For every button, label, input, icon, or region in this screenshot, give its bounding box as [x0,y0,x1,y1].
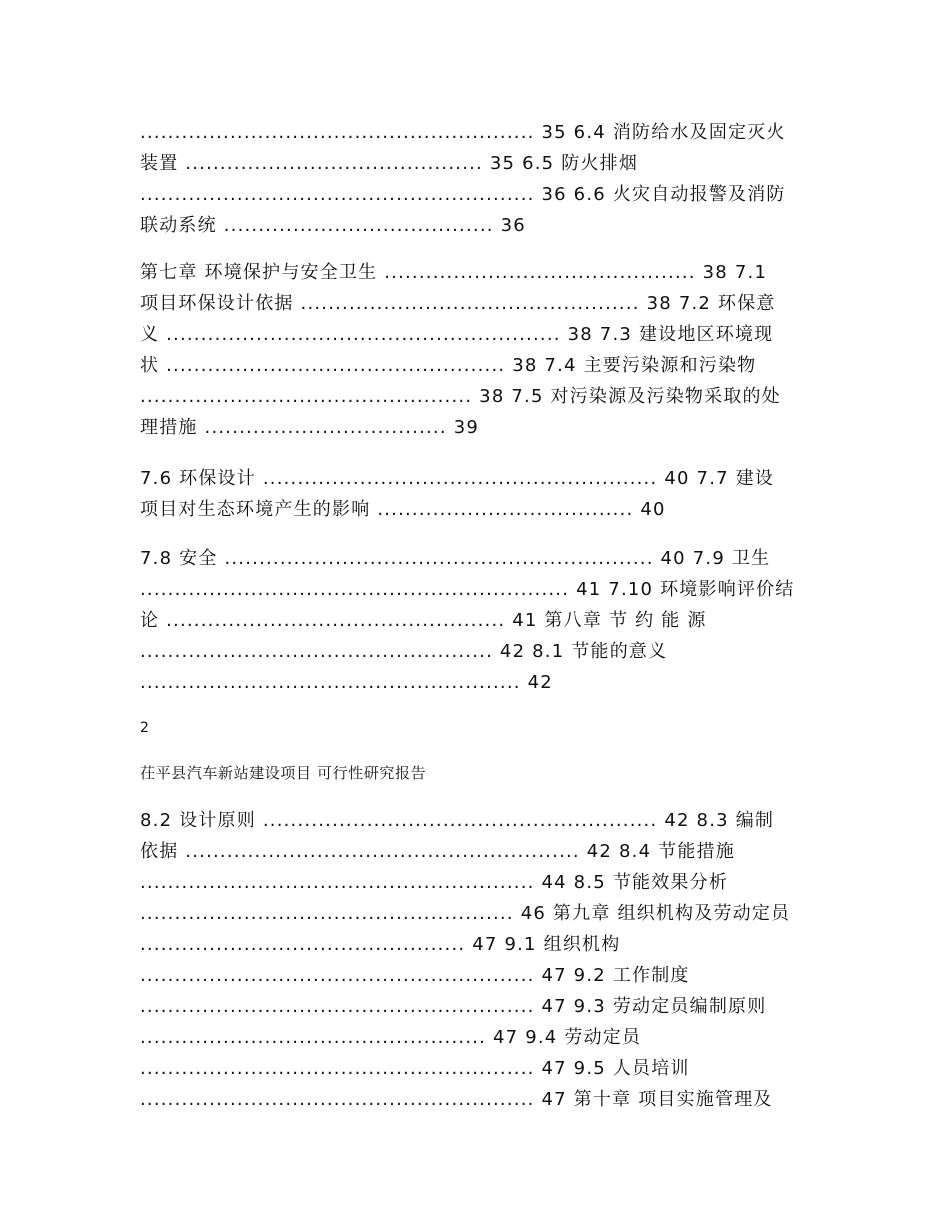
toc-line: ......................................................... 47 9.5 人员培训 [140,1058,690,1079]
toc-line: 义 ......................................................... 38 7.3 建设地区环境现 [140,324,774,345]
toc-line: ................................................... 42 8.1 节能的意义 [140,641,668,662]
toc-line: 第七章 环境保护与安全卫生 ............................................. 38 7.1 [140,262,768,283]
toc-line: ......................................................... 36 6.6 火灾自动报警及消防 [140,184,786,205]
page-number: 2 [140,720,149,736]
toc-line: .................................................. 47 9.4 劳动定员 [140,1027,642,1048]
toc-line: 联动系统 ....................................... 36 [140,215,526,236]
toc-line: 依据 ......................................................... 42 8.4 节能措施 [140,841,735,862]
toc-line: 理措施 ................................... 39 [140,417,480,438]
toc-block-7-8 [140,543,820,698]
toc-line: .............................................................. 41 7.10 环境影响评价结 [140,579,795,600]
running-header: 茌平县汽车新站建设项目 可行性研究报告 [140,764,427,782]
toc-block-chapter8-9 [140,805,820,1115]
toc-block-chapter7 [140,257,820,443]
toc-line: ....................................................... 42 [140,672,553,693]
toc-line: 项目环保设计依据 ................................................. 38 7.2 环保意 [140,293,776,314]
toc-line: ............................................... 47 9.1 组织机构 [140,934,621,955]
toc-line: 8.2 设计原则 ......................................................... 42 8.3 编制 [140,810,775,831]
toc-line: 项目对生态环境产生的影响 ..................................... 40 [140,499,666,520]
toc-line: ................................................ 38 7.5 对污染源及污染物采取的处 [140,386,781,407]
toc-line: 7.6 环保设计 ......................................................... 40 7.7 建设 [140,468,775,489]
toc-line: ......................................................... 47 9.3 劳动定员编制原则 [140,996,767,1017]
toc-line: ......................................................... 44 8.5 节能效果分析 [140,872,729,893]
toc-line: 状 ................................................. 38 7.4 主要污染源和污染物 [140,355,757,376]
toc-line: 论 ................................................. 41 第八章 节 约 能 源 [140,610,707,631]
toc-block-7-6 [140,463,820,525]
toc-line: 7.8 安全 .............................................................. 40 7.9 卫生 [140,548,771,569]
toc-line: ......................................................... 47 9.2 工作制度 [140,965,690,986]
toc-line: ......................................................... 35 6.4 消防给水及固定灭火 [140,122,786,143]
toc-line: 装置 ........................................... 35 6.5 防火排烟 [140,153,639,174]
toc-line: ......................................................... 47 第十章 项目实施管理及 [140,1089,773,1110]
toc-line: ...................................................... 46 第九章 组织机构及劳动定员 [140,903,791,924]
toc-block-chapter6-continued [140,117,820,241]
